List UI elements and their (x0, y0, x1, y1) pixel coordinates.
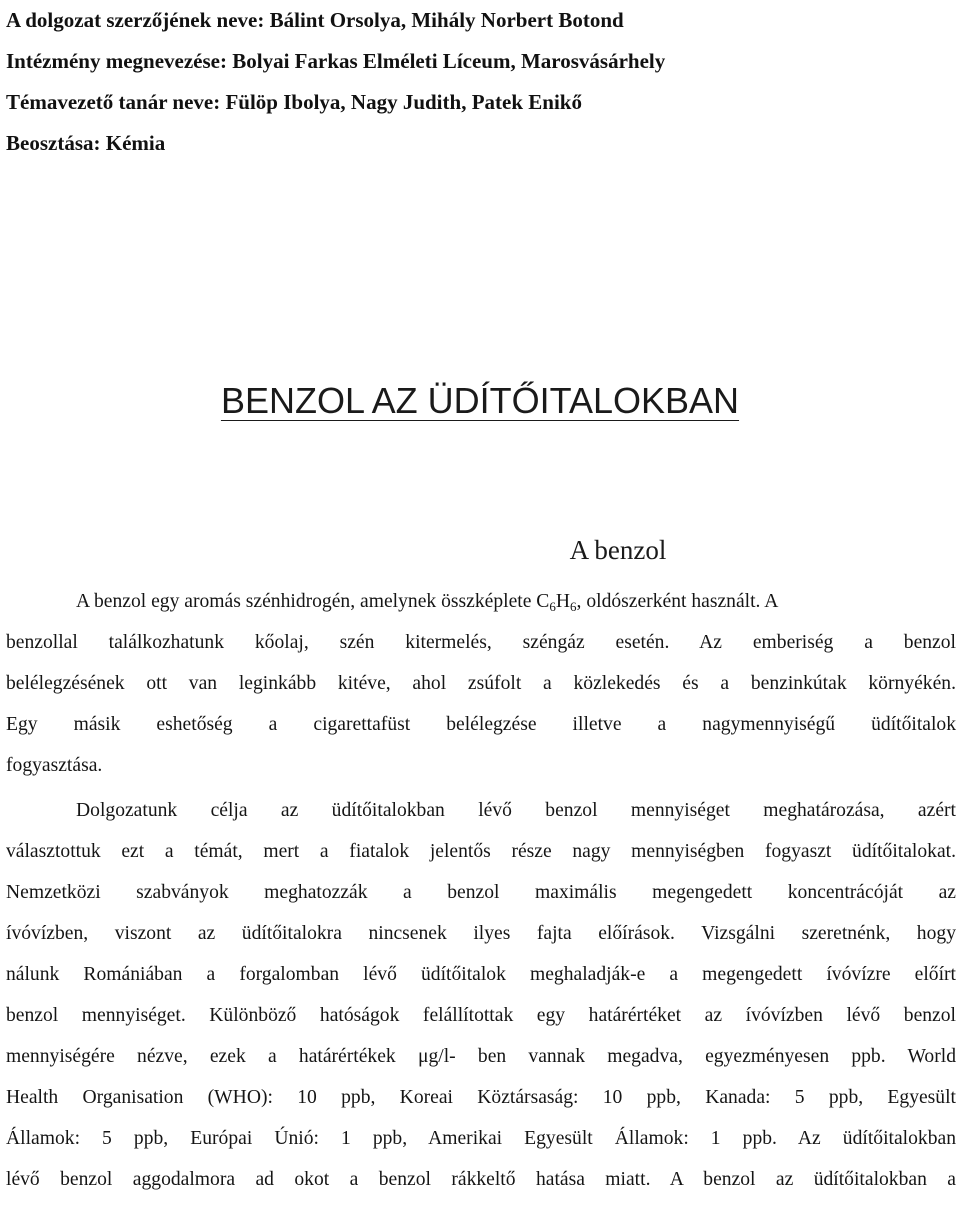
paragraph-line: választottuk ezt a témát, mert a fiatalok jelentős része nagy mennyiségben fogyaszt üdítőitalokat. (6, 841, 956, 862)
authors-line: A dolgozat szerzőjének neve: Bálint Orsolya, Mihály Norbert Botond (6, 8, 624, 32)
supervisors-line: Témavezető tanár neve: Fülöp Ibolya, Nagy Judith, Patek Enikő (6, 90, 582, 114)
paragraph-line: lévő benzol aggodalmora ad okot a benzol rákkeltő hatása miatt. A benzol az üdítőitalokban a (6, 1169, 956, 1190)
subject-line: Beosztása: Kémia (6, 131, 166, 155)
paragraph-line (6, 790, 956, 831)
section-heading (0, 530, 856, 570)
institution-line: Intézmény megnevezése: Bolyai Farkas Elméleti Líceum, Marosvásárhely (6, 49, 666, 73)
paragraph-line: benzollal találkozhatunk kőolaj, szén kitermelés, széngáz esetén. Az emberiség a benzol (6, 632, 956, 653)
paragraph-intro (6, 581, 956, 786)
section-heading-text: A benzol (569, 535, 667, 565)
text-run: A benzol egy aromás szénhidrogén, amelynek összképlete C (76, 591, 550, 612)
paragraph-goal (6, 790, 956, 1200)
document-body (6, 581, 956, 1200)
paragraph-line: belélegzésének ott van leginkább kitéve, ahol zsúfolt a közlekedés és a benzinkútak környékén. (6, 673, 956, 694)
paragraph-line: mennyiségére nézve, ezek a határértékek μg/l- ben vannak megadva, egyezményesen ppb. World (6, 1046, 956, 1067)
paragraph-line (6, 581, 956, 622)
paragraph-line: nálunk Romániában a forgalomban lévő üdítőitalok meghaladják-e a megengedett ívóvízre előírt (6, 964, 956, 985)
document-header (6, 0, 956, 164)
paragraph-line: Államok: 5 ppb, Európai Únió: 1 ppb, Amerikai Egyesült Államok: 1 ppb. Az üdítőitalokban (6, 1128, 956, 1149)
document-title (0, 377, 960, 425)
paragraph-line: Nemzetközi szabványok meghatozzák a benzol maximális megengedett koncentrácóját az (6, 882, 956, 903)
paragraph-line: Health Organisation (WHO): 10 ppb, Koreai Köztársaság: 10 ppb, Kanada: 5 ppb, Egyesült (6, 1087, 956, 1108)
subscript: 6 (549, 599, 556, 614)
text-run: H (555, 591, 571, 612)
document-title-text: BENZOL AZ ÜDÍTŐITALOKBAN (220, 380, 740, 421)
paragraph-line: Egy másik eshetőség a cigarettafüst belélegzése illetve a nagymennyiségű üdítőitalok (6, 714, 956, 735)
subscript: 6 (570, 599, 577, 614)
paragraph-line: ívóvízben, viszont az üdítőitalokra nincsenek ilyes fajta előírások. Vizsgálni szeretnénk, hogy (6, 923, 956, 944)
paragraph-line: fogyasztása. (6, 755, 103, 776)
paragraph-line: benzol mennyiséget. Különböző hatóságok felállítottak egy határértéket az ívóvízben lévő benzol (6, 1005, 956, 1026)
text-run: Dolgozatunk célja az üdítőitalokban lévő benzol mennyiséget meghatározása, azért (76, 800, 956, 821)
text-run: , oldószerként használt. A (576, 591, 779, 612)
